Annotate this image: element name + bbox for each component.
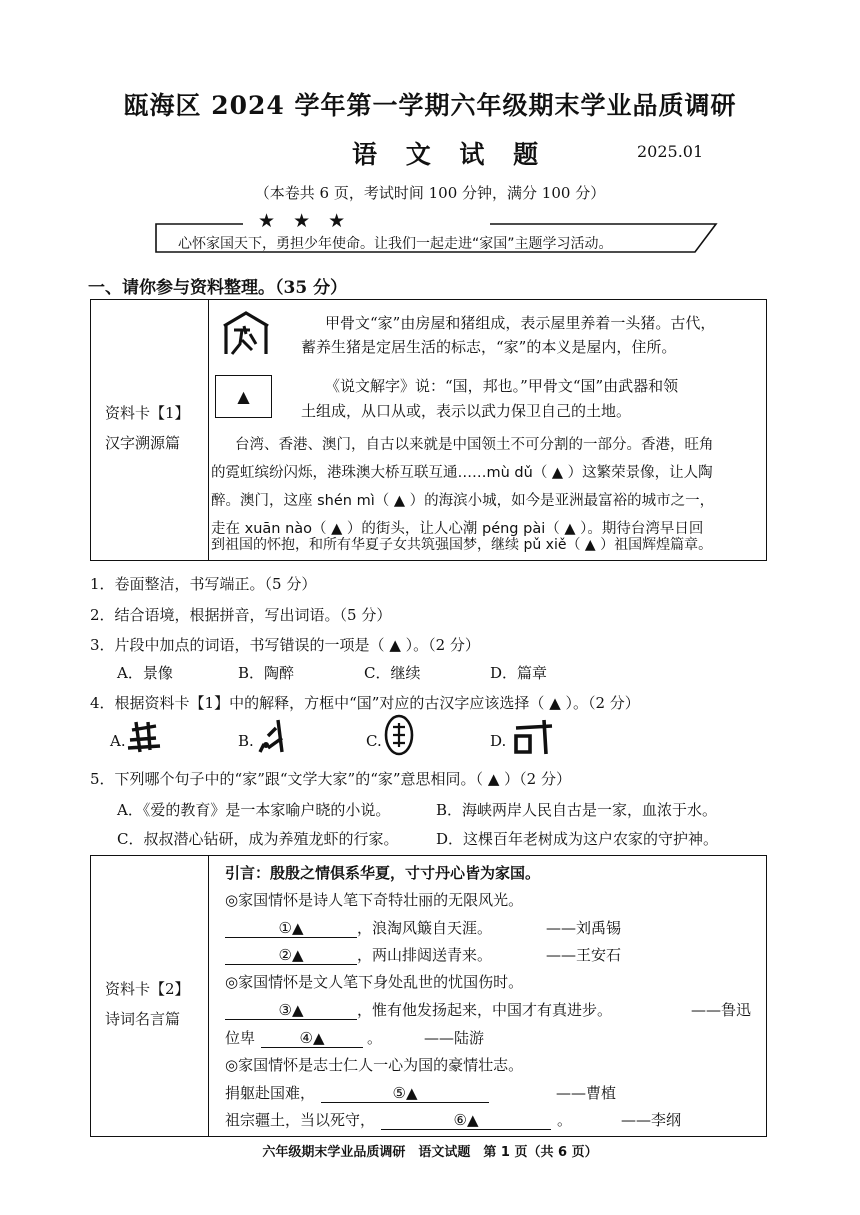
section-heading: 一、请你参与资料整理。（35 分） — [88, 278, 348, 298]
banner-text: 心怀家国天下，勇担少年使命。让我们一起走进“家国”主题学习活动。 — [178, 236, 613, 252]
theme-2: ◎家国情怀是文人笔下身处乱世的忧国伤时。 — [225, 973, 524, 991]
passage-line: 走在 xuān nào（ ▲ ）的街头，让人心潮 péng pài（ ▲ ）。期待台湾早日回 — [211, 521, 704, 537]
passage-line: 醉。澳门，这座 shén mì（ ▲ ）的海滨小城，如今是亚洲最富裕的城市之一， — [211, 493, 715, 509]
question-5: 5．下列哪个句子中的“家”跟“文学大家”的“家”意思相同。（ ▲ ）（2 分） — [90, 770, 571, 788]
q3-option-b[interactable]: B．陶醉 — [238, 664, 295, 682]
author-6: ——李纲 — [621, 1111, 682, 1129]
jia-explanation-1: 甲骨文“家”由房屋和猪组成，表示屋里养着一头猪。古代， — [325, 314, 716, 332]
subject-title: 语 文 试 题 — [352, 140, 549, 169]
question-3: 3．片段中加点的词语，书写错误的一项是（ ▲ ）。（2 分） — [90, 636, 480, 654]
passage-line: 台湾、香港、澳门，自古以来就是中国领土不可分割的一部分。香港，旺角 — [235, 437, 714, 453]
q3-option-d[interactable]: D．篇章 — [490, 664, 548, 682]
info-card-1 — [90, 299, 767, 561]
page-footer: 六年级期末学业品质调研 语文试题 第 1 页（共 6 页） — [262, 1145, 598, 1160]
author-5: ——曹植 — [556, 1084, 617, 1102]
blank-5[interactable]: ⑤▲ — [321, 1084, 489, 1103]
q4-option-a[interactable]: A. — [110, 732, 126, 750]
question-4: 4．根据资料卡【1】中的解释，方框中“国”对应的古汉字应该选择（ ▲ ）。（2 分） — [90, 694, 640, 712]
blank-3[interactable]: ③▲ — [225, 1001, 357, 1020]
blank-2[interactable]: ②▲ — [225, 946, 357, 965]
passage-line: 到祖国的怀抱，和所有华夏子女共筑强国梦，继续 pǔ xiě（ ▲ ）祖国辉煌篇章。 — [211, 537, 713, 553]
quote-line-3: ③▲ ，惟有他发扬起来，中国才有真进步。 — [225, 999, 612, 1020]
author-1: ——刘禹锡 — [546, 919, 622, 937]
info-card-2 — [90, 855, 767, 1137]
q4-option-b[interactable]: B. — [238, 732, 254, 750]
q4-option-c[interactable]: C. — [366, 732, 382, 750]
q5-option-d[interactable]: D．这棵百年老树成为这户农家的守护神。 — [436, 830, 719, 848]
poem-line-1: ①▲ ，浪淘风簸自天涯。 — [225, 917, 492, 938]
guo-glyph-box: ▲ — [215, 375, 272, 418]
author-4: ——陆游 — [424, 1029, 485, 1047]
exam-note: （本卷共 6 页，考试时间 100 分钟，满分 100 分） — [254, 184, 606, 202]
oracle-jia-glyph-icon — [220, 310, 272, 356]
question-2: 2．结合语境，根据拼音，写出词语。（5 分） — [90, 606, 392, 624]
q5-option-b[interactable]: B．海峡两岸人民自古是一家，血浓于水。 — [436, 801, 718, 819]
theme-3: ◎家国情怀是志士仁人一心为国的豪情壮志。 — [225, 1056, 524, 1074]
q5-option-c[interactable]: C．叔叔潜心钻研，成为养殖龙虾的行家。 — [117, 830, 399, 848]
card-2-intro: 引言：殷殷之情俱系华夏，寸寸丹心皆为家国。 — [225, 864, 541, 882]
ancient-glyph-d-icon — [512, 718, 556, 756]
q4-option-d[interactable]: D. — [490, 732, 507, 750]
q3-option-a[interactable]: A．景像 — [117, 664, 173, 682]
quote-line-6: 祖宗疆土，当以死守， ⑥▲ 。 — [225, 1111, 573, 1129]
exam-title: 瓯海区 2024 学年第一学期六年级期末学业品质调研 — [123, 91, 737, 120]
stars-icon: ★ ★ ★ — [258, 210, 352, 232]
q5-option-a[interactable]: A．《爱的教育》是一本家喻户晓的小说。 — [117, 801, 391, 819]
card-2-label: 资料卡【2】 诗词名言篇 — [105, 980, 190, 1028]
blank-1[interactable]: ①▲ — [225, 919, 357, 938]
jia-explanation-2: 蓄养生猪是定居生活的标志，“家”的本义是屋内，住所。 — [301, 338, 677, 356]
theme-1: ◎家国情怀是诗人笔下奇特壮丽的无限风光。 — [225, 891, 524, 909]
ancient-glyph-c-icon — [383, 713, 415, 757]
passage-line: 的霓虹缤纷闪烁，港珠澳大桥互联互通……mù dǔ（ ▲ ）这繁荣景像，让人陶 — [211, 465, 713, 481]
poem-line-2: ②▲ ，两山排闼送青来。 — [225, 944, 492, 965]
guo-explanation-1: 《说文解字》说：“国，邦也。”甲骨文“国”由武器和领 — [325, 377, 679, 395]
poem-line-5: 捐躯赴国难， ⑤▲ — [225, 1082, 489, 1103]
exam-date: 2025.01 — [637, 142, 704, 161]
author-3: ——鲁迅 — [691, 1001, 752, 1019]
author-2: ——王安石 — [546, 946, 622, 964]
blank-4[interactable]: ④▲ — [261, 1029, 363, 1048]
ancient-glyph-b-icon — [256, 718, 290, 756]
card-1-label: 资料卡【1】 汉字溯源篇 — [105, 404, 190, 452]
ancient-glyph-a-icon — [126, 718, 162, 756]
guo-explanation-2: 土组成，从口从或，表示以武力保卫自己的土地。 — [301, 402, 632, 420]
poem-line-4: 位卑 ④▲ 。 — [225, 1029, 383, 1047]
blank-6[interactable]: ⑥▲ — [381, 1111, 551, 1130]
question-1: 1．卷面整洁，书写端正。（5 分） — [90, 575, 317, 593]
q3-option-c[interactable]: C．继续 — [364, 664, 421, 682]
